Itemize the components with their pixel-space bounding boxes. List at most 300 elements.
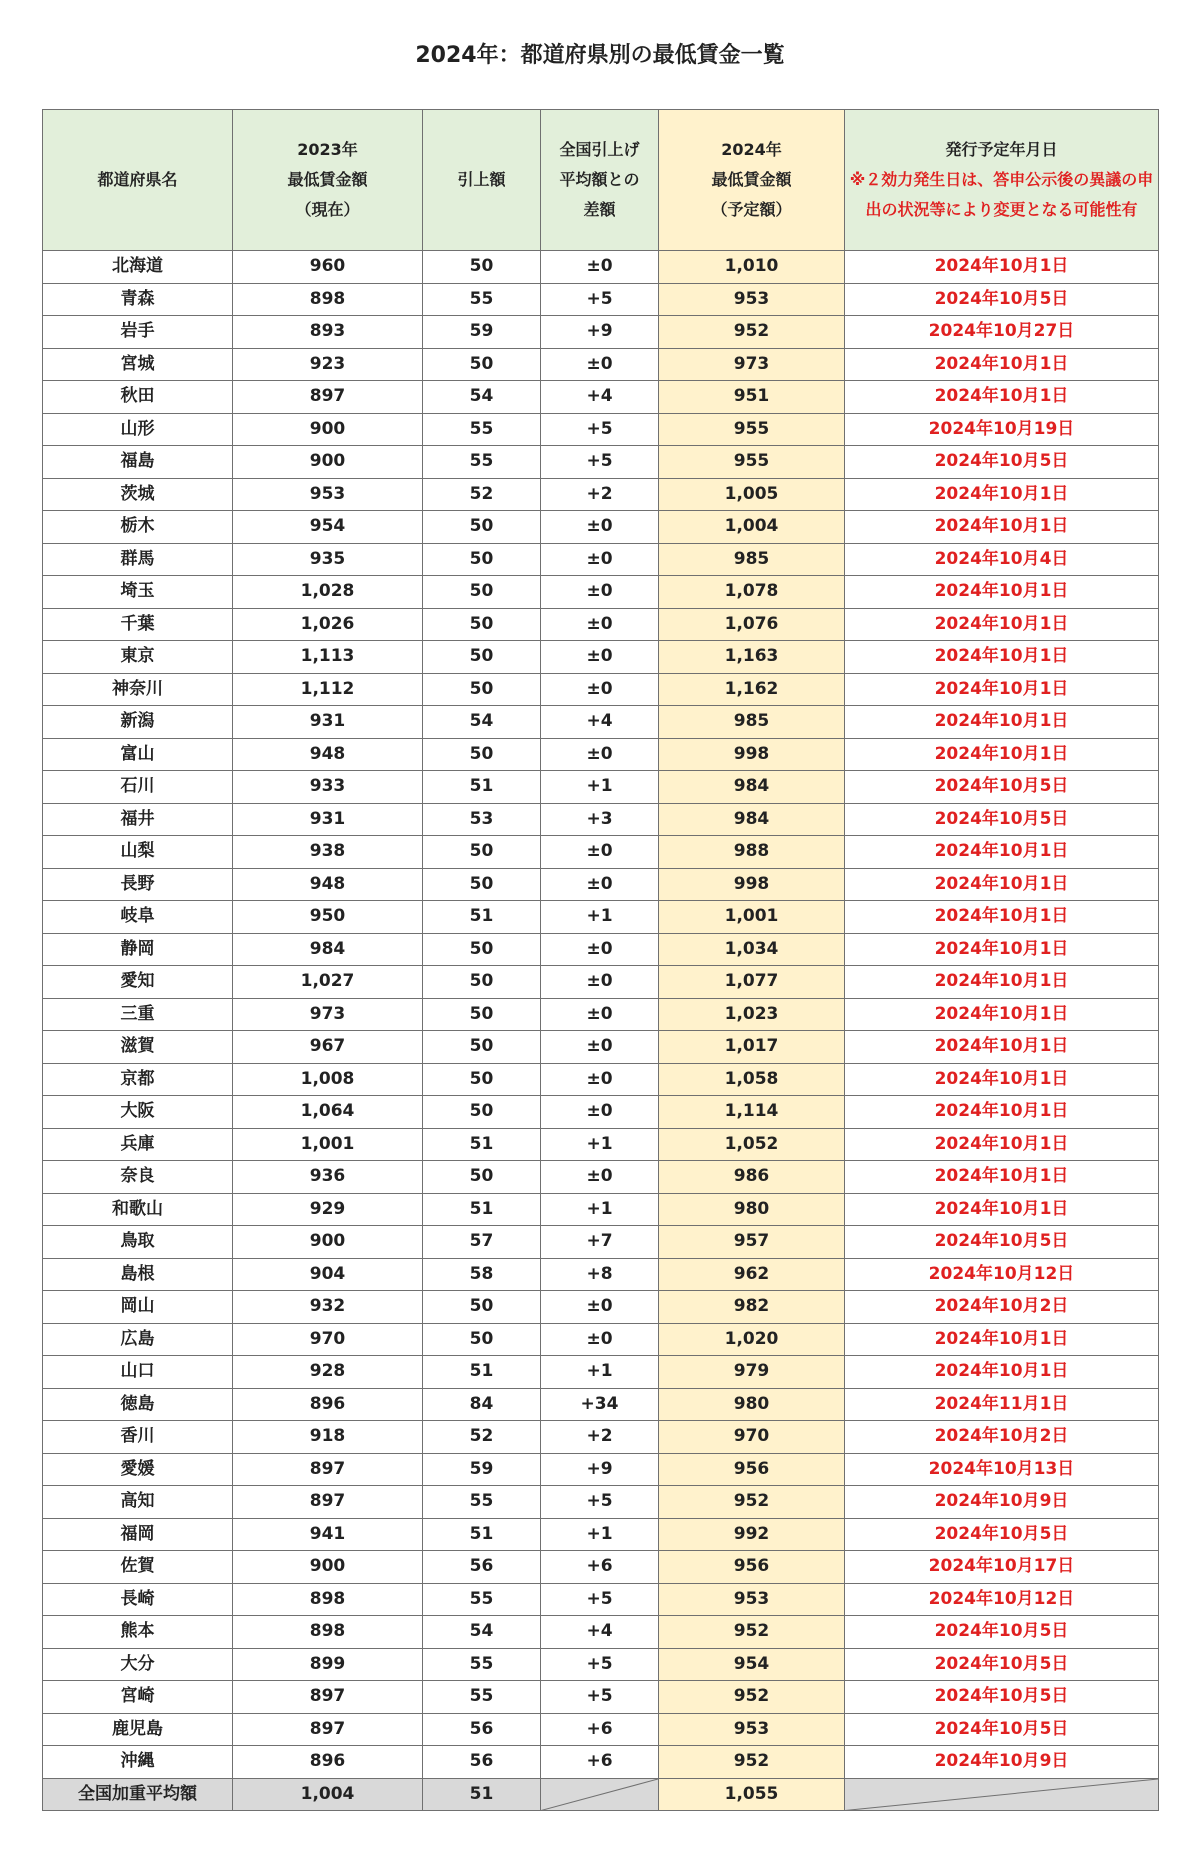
diff-cell: +8 — [541, 1258, 659, 1291]
diff-cell: +1 — [541, 771, 659, 804]
prefecture-cell: 長野 — [43, 868, 233, 901]
wage-2024-cell: 954 — [659, 1648, 845, 1681]
effective-date-cell: 2024年10月5日 — [845, 446, 1159, 479]
raise-cell: 50 — [423, 673, 541, 706]
raise-cell: 50 — [423, 511, 541, 544]
effective-date-cell: 2024年10月5日 — [845, 771, 1159, 804]
diff-cell: ±0 — [541, 868, 659, 901]
table-row — [43, 641, 1159, 674]
average-row — [43, 1778, 1159, 1811]
prefecture-cell: 福島 — [43, 446, 233, 479]
raise-cell: 55 — [423, 1681, 541, 1714]
diff-cell: ±0 — [541, 576, 659, 609]
table-row — [43, 1031, 1159, 1064]
wage-2024-cell: 952 — [659, 1681, 845, 1714]
effective-date-cell: 2024年10月5日 — [845, 1616, 1159, 1649]
diff-cell: ±0 — [541, 543, 659, 576]
wage-2023-cell: 1,064 — [233, 1096, 423, 1129]
effective-date-cell: 2024年10月1日 — [845, 868, 1159, 901]
diff-cell: +7 — [541, 1226, 659, 1259]
wage-2024-cell: 985 — [659, 706, 845, 739]
wage-2023-cell: 900 — [233, 1551, 423, 1584]
header-wage-2024-line3: （予定額） — [711, 200, 792, 219]
wage-2023-cell: 960 — [233, 251, 423, 284]
wage-2023-cell: 1,008 — [233, 1063, 423, 1096]
prefecture-cell: 高知 — [43, 1486, 233, 1519]
table-row — [43, 1193, 1159, 1226]
wage-2023-cell: 970 — [233, 1323, 423, 1356]
effective-date-cell: 2024年10月1日 — [845, 251, 1159, 284]
header-wage-2024-line2: 最低賃金額 — [711, 170, 792, 189]
raise-cell: 50 — [423, 1063, 541, 1096]
effective-date-cell: 2024年10月17日 — [845, 1551, 1159, 1584]
raise-cell: 50 — [423, 1323, 541, 1356]
prefecture-cell: 岡山 — [43, 1291, 233, 1324]
wage-2023-cell: 967 — [233, 1031, 423, 1064]
prefecture-cell: 神奈川 — [43, 673, 233, 706]
wage-2023-cell: 948 — [233, 868, 423, 901]
wage-2024-cell: 952 — [659, 1486, 845, 1519]
table-row — [43, 868, 1159, 901]
wage-2023-cell: 923 — [233, 348, 423, 381]
prefecture-cell: 鹿児島 — [43, 1713, 233, 1746]
raise-cell: 50 — [423, 868, 541, 901]
wage-2023-cell: 897 — [233, 1713, 423, 1746]
raise-cell: 56 — [423, 1713, 541, 1746]
prefecture-cell: 茨城 — [43, 478, 233, 511]
table-row — [43, 283, 1159, 316]
prefecture-cell: 和歌山 — [43, 1193, 233, 1226]
raise-cell: 56 — [423, 1746, 541, 1779]
wage-2024-cell: 973 — [659, 348, 845, 381]
wage-2024-cell: 1,052 — [659, 1128, 845, 1161]
prefecture-cell: 奈良 — [43, 1161, 233, 1194]
prefecture-cell: 岩手 — [43, 316, 233, 349]
header-wage-2023-line1: 2023年 — [297, 140, 358, 159]
raise-cell: 50 — [423, 608, 541, 641]
diff-cell: +5 — [541, 413, 659, 446]
diff-cell: +2 — [541, 1421, 659, 1454]
table-row — [43, 608, 1159, 641]
diff-cell: ±0 — [541, 348, 659, 381]
effective-date-cell: 2024年10月1日 — [845, 381, 1159, 414]
table-row — [43, 1518, 1159, 1551]
diff-cell: ±0 — [541, 1031, 659, 1064]
wage-2024-cell: 1,163 — [659, 641, 845, 674]
table-row — [43, 1388, 1159, 1421]
wage-2024-cell: 998 — [659, 868, 845, 901]
diff-cell: ±0 — [541, 1096, 659, 1129]
diff-cell: +34 — [541, 1388, 659, 1421]
diff-cell: +4 — [541, 706, 659, 739]
table-row — [43, 1746, 1159, 1779]
diagonal-slash — [541, 1779, 658, 1811]
diff-cell: +1 — [541, 901, 659, 934]
wage-2024-cell: 986 — [659, 1161, 845, 1194]
effective-date-cell: 2024年10月5日 — [845, 803, 1159, 836]
effective-date-cell: 2024年10月5日 — [845, 1681, 1159, 1714]
diff-cell: +2 — [541, 478, 659, 511]
table-row — [43, 348, 1159, 381]
wage-2023-cell: 1,026 — [233, 608, 423, 641]
table-row — [43, 771, 1159, 804]
effective-date-cell: 2024年10月2日 — [845, 1421, 1159, 1454]
wage-2024-cell: 1,034 — [659, 933, 845, 966]
wage-2024-cell: 1,078 — [659, 576, 845, 609]
wage-2024-cell: 970 — [659, 1421, 845, 1454]
effective-date-cell: 2024年10月1日 — [845, 966, 1159, 999]
raise-cell: 50 — [423, 738, 541, 771]
wage-2023-cell: 897 — [233, 1453, 423, 1486]
prefecture-cell: 山口 — [43, 1356, 233, 1389]
effective-date-cell: 2024年10月1日 — [845, 673, 1159, 706]
raise-cell: 52 — [423, 1421, 541, 1454]
wage-2024-cell: 1,023 — [659, 998, 845, 1031]
table-row — [43, 413, 1159, 446]
effective-date-cell: 2024年10月1日 — [845, 1063, 1159, 1096]
average-date-empty — [845, 1778, 1159, 1811]
page-title: 2024年：都道府県別の最低賃金一覧 — [415, 43, 785, 68]
wage-2024-cell: 1,058 — [659, 1063, 845, 1096]
diff-cell: ±0 — [541, 511, 659, 544]
prefecture-cell: 島根 — [43, 1258, 233, 1291]
table-row — [43, 738, 1159, 771]
raise-cell: 51 — [423, 1193, 541, 1226]
wage-2023-cell: 938 — [233, 836, 423, 869]
diff-cell: +5 — [541, 1486, 659, 1519]
effective-date-cell: 2024年10月27日 — [845, 316, 1159, 349]
wage-2023-cell: 933 — [233, 771, 423, 804]
diff-cell: +5 — [541, 1583, 659, 1616]
effective-date-cell: 2024年10月5日 — [845, 1518, 1159, 1551]
table-row — [43, 1258, 1159, 1291]
prefecture-cell: 東京 — [43, 641, 233, 674]
raise-cell: 55 — [423, 413, 541, 446]
wage-2023-cell: 1,001 — [233, 1128, 423, 1161]
header-wage-2023-line2: 最低賃金額 — [287, 170, 368, 189]
wage-2024-cell: 1,010 — [659, 251, 845, 284]
prefecture-cell: 埼玉 — [43, 576, 233, 609]
prefecture-cell: 三重 — [43, 998, 233, 1031]
raise-cell: 50 — [423, 348, 541, 381]
minimum-wage-table — [42, 109, 1159, 1811]
effective-date-cell: 2024年10月12日 — [845, 1258, 1159, 1291]
raise-cell: 50 — [423, 1096, 541, 1129]
raise-cell: 50 — [423, 576, 541, 609]
effective-date-cell: 2024年10月1日 — [845, 1323, 1159, 1356]
table-row — [43, 446, 1159, 479]
wage-2023-cell: 898 — [233, 1583, 423, 1616]
diff-cell: ±0 — [541, 641, 659, 674]
raise-cell: 50 — [423, 966, 541, 999]
wage-2024-cell: 1,162 — [659, 673, 845, 706]
wage-2023-cell: 928 — [233, 1356, 423, 1389]
prefecture-cell: 秋田 — [43, 381, 233, 414]
raise-cell: 50 — [423, 998, 541, 1031]
diff-cell: +1 — [541, 1518, 659, 1551]
prefecture-cell: 青森 — [43, 283, 233, 316]
raise-cell: 50 — [423, 1291, 541, 1324]
raise-cell: 59 — [423, 1453, 541, 1486]
prefecture-cell: 宮崎 — [43, 1681, 233, 1714]
effective-date-cell: 2024年10月1日 — [845, 706, 1159, 739]
wage-2024-cell: 962 — [659, 1258, 845, 1291]
wage-2024-cell: 982 — [659, 1291, 845, 1324]
effective-date-cell: 2024年10月1日 — [845, 933, 1159, 966]
wage-2023-cell: 900 — [233, 1226, 423, 1259]
raise-cell: 57 — [423, 1226, 541, 1259]
prefecture-cell: 熊本 — [43, 1616, 233, 1649]
table-row — [43, 1486, 1159, 1519]
raise-cell: 50 — [423, 933, 541, 966]
prefecture-cell: 長崎 — [43, 1583, 233, 1616]
diff-cell: ±0 — [541, 836, 659, 869]
effective-date-cell: 2024年10月1日 — [845, 478, 1159, 511]
wage-2024-cell: 952 — [659, 1746, 845, 1779]
effective-date-cell: 2024年11月1日 — [845, 1388, 1159, 1421]
effective-date-cell: 2024年10月2日 — [845, 1291, 1159, 1324]
header-date-title: 発行予定年月日 — [945, 140, 1058, 159]
wage-2023-cell: 984 — [233, 933, 423, 966]
header-diff-line3: 差額 — [583, 200, 616, 219]
wage-2023-cell: 1,113 — [233, 641, 423, 674]
effective-date-cell: 2024年10月1日 — [845, 576, 1159, 609]
prefecture-cell: 群馬 — [43, 543, 233, 576]
wage-2023-cell: 953 — [233, 478, 423, 511]
diff-cell: ±0 — [541, 1291, 659, 1324]
wage-2023-cell: 936 — [233, 1161, 423, 1194]
prefecture-cell: 滋賀 — [43, 1031, 233, 1064]
table-row — [43, 1648, 1159, 1681]
table-row — [43, 673, 1159, 706]
wage-2023-cell: 935 — [233, 543, 423, 576]
prefecture-cell: 千葉 — [43, 608, 233, 641]
table-row — [43, 1226, 1159, 1259]
raise-cell: 50 — [423, 836, 541, 869]
diff-cell: ±0 — [541, 673, 659, 706]
prefecture-cell: 山梨 — [43, 836, 233, 869]
wage-2023-cell: 897 — [233, 381, 423, 414]
wage-2024-cell: 1,017 — [659, 1031, 845, 1064]
table-row — [43, 1713, 1159, 1746]
diff-cell: ±0 — [541, 933, 659, 966]
table-row — [43, 1583, 1159, 1616]
diff-cell: +6 — [541, 1713, 659, 1746]
prefecture-cell: 山形 — [43, 413, 233, 446]
diff-cell: ±0 — [541, 251, 659, 284]
wage-2024-cell: 953 — [659, 1713, 845, 1746]
header-diff-line1: 全国引上げ — [559, 140, 640, 159]
effective-date-cell: 2024年10月19日 — [845, 413, 1159, 446]
effective-date-cell: 2024年10月1日 — [845, 348, 1159, 381]
raise-cell: 56 — [423, 1551, 541, 1584]
wage-2024-cell: 980 — [659, 1193, 845, 1226]
effective-date-cell: 2024年10月1日 — [845, 1096, 1159, 1129]
table-row — [43, 1681, 1159, 1714]
effective-date-cell: 2024年10月5日 — [845, 1226, 1159, 1259]
table-row — [43, 1063, 1159, 1096]
table-row — [43, 933, 1159, 966]
raise-cell: 54 — [423, 381, 541, 414]
effective-date-cell: 2024年10月9日 — [845, 1486, 1159, 1519]
diff-cell: ±0 — [541, 1323, 659, 1356]
table-row — [43, 316, 1159, 349]
raise-cell: 55 — [423, 1583, 541, 1616]
raise-cell: 53 — [423, 803, 541, 836]
table-row — [43, 478, 1159, 511]
prefecture-cell: 愛知 — [43, 966, 233, 999]
wage-2024-cell: 1,114 — [659, 1096, 845, 1129]
raise-cell: 51 — [423, 771, 541, 804]
wage-2024-cell: 955 — [659, 413, 845, 446]
table-row — [43, 1356, 1159, 1389]
wage-2023-cell: 898 — [233, 283, 423, 316]
diff-cell: +4 — [541, 381, 659, 414]
raise-cell: 55 — [423, 1648, 541, 1681]
prefecture-cell: 京都 — [43, 1063, 233, 1096]
wage-2023-cell: 897 — [233, 1681, 423, 1714]
header-raise: 引上額 — [423, 110, 541, 251]
effective-date-cell: 2024年10月1日 — [845, 836, 1159, 869]
diff-cell: +6 — [541, 1746, 659, 1779]
diff-cell: ±0 — [541, 608, 659, 641]
diff-cell: +1 — [541, 1356, 659, 1389]
prefecture-cell: 広島 — [43, 1323, 233, 1356]
wage-2023-cell: 893 — [233, 316, 423, 349]
wage-2024-cell: 955 — [659, 446, 845, 479]
average-diff-empty — [541, 1778, 659, 1811]
raise-cell: 55 — [423, 283, 541, 316]
wage-2024-cell: 998 — [659, 738, 845, 771]
header-diff-line2: 平均額との — [559, 170, 640, 189]
raise-cell: 50 — [423, 543, 541, 576]
effective-date-cell: 2024年10月1日 — [845, 1031, 1159, 1064]
wage-2023-cell: 954 — [233, 511, 423, 544]
effective-date-cell: 2024年10月1日 — [845, 608, 1159, 641]
effective-date-cell: 2024年10月9日 — [845, 1746, 1159, 1779]
diff-cell: +9 — [541, 1453, 659, 1486]
diff-cell: +1 — [541, 1193, 659, 1226]
table-row — [43, 543, 1159, 576]
wage-2023-cell: 973 — [233, 998, 423, 1031]
wage-2024-cell: 988 — [659, 836, 845, 869]
wage-2023-cell: 900 — [233, 446, 423, 479]
wage-2023-cell: 904 — [233, 1258, 423, 1291]
wage-2024-cell: 953 — [659, 283, 845, 316]
effective-date-cell: 2024年10月5日 — [845, 1713, 1159, 1746]
diff-cell: +5 — [541, 446, 659, 479]
diff-cell: ±0 — [541, 998, 659, 1031]
prefecture-cell: 兵庫 — [43, 1128, 233, 1161]
effective-date-cell: 2024年10月1日 — [845, 901, 1159, 934]
raise-cell: 50 — [423, 251, 541, 284]
table-row — [43, 1616, 1159, 1649]
raise-cell: 55 — [423, 446, 541, 479]
prefecture-cell: 北海道 — [43, 251, 233, 284]
wage-2024-cell: 1,076 — [659, 608, 845, 641]
wage-2024-cell: 952 — [659, 1616, 845, 1649]
table-row — [43, 1453, 1159, 1486]
raise-cell: 55 — [423, 1486, 541, 1519]
prefecture-cell: 宮城 — [43, 348, 233, 381]
raise-cell: 52 — [423, 478, 541, 511]
wage-2023-cell: 1,027 — [233, 966, 423, 999]
effective-date-cell: 2024年10月1日 — [845, 1356, 1159, 1389]
header-prefecture: 都道府県名 — [43, 110, 233, 251]
table-row — [43, 1323, 1159, 1356]
wage-2024-cell: 951 — [659, 381, 845, 414]
wage-2024-cell: 979 — [659, 1356, 845, 1389]
wage-2023-cell: 931 — [233, 706, 423, 739]
header-effective-date — [845, 110, 1159, 251]
prefecture-cell: 栃木 — [43, 511, 233, 544]
wage-2024-cell: 1,001 — [659, 901, 845, 934]
diff-cell: +9 — [541, 316, 659, 349]
effective-date-cell: 2024年10月1日 — [845, 1128, 1159, 1161]
wage-2023-cell: 897 — [233, 1486, 423, 1519]
effective-date-cell: 2024年10月1日 — [845, 641, 1159, 674]
effective-date-cell: 2024年10月4日 — [845, 543, 1159, 576]
prefecture-cell: 徳島 — [43, 1388, 233, 1421]
wage-2024-cell: 953 — [659, 1583, 845, 1616]
wage-2024-cell: 956 — [659, 1453, 845, 1486]
diff-cell: +1 — [541, 1128, 659, 1161]
prefecture-cell: 佐賀 — [43, 1551, 233, 1584]
table-row — [43, 511, 1159, 544]
header-date-note: ※２効力発生日は、答申公示後の異議の申出の状況等により変更となる可能性有 — [849, 170, 1154, 219]
effective-date-cell: 2024年10月1日 — [845, 1161, 1159, 1194]
average-label: 全国加重平均額 — [43, 1778, 233, 1811]
raise-cell: 58 — [423, 1258, 541, 1291]
raise-cell: 51 — [423, 901, 541, 934]
wage-2024-cell: 984 — [659, 771, 845, 804]
prefecture-cell: 沖縄 — [43, 1746, 233, 1779]
table-row — [43, 381, 1159, 414]
wage-2024-cell: 1,020 — [659, 1323, 845, 1356]
wage-2023-cell: 900 — [233, 413, 423, 446]
table-row — [43, 1291, 1159, 1324]
wage-2024-cell: 956 — [659, 1551, 845, 1584]
average-wage-2023: 1,004 — [233, 1778, 423, 1811]
table-body — [43, 251, 1159, 1779]
wage-2024-cell: 985 — [659, 543, 845, 576]
diff-cell: ±0 — [541, 966, 659, 999]
header-wage-2023 — [233, 110, 423, 251]
wage-2024-cell: 984 — [659, 803, 845, 836]
table-row — [43, 901, 1159, 934]
prefecture-cell: 新潟 — [43, 706, 233, 739]
table-row — [43, 576, 1159, 609]
effective-date-cell: 2024年10月1日 — [845, 998, 1159, 1031]
wage-2023-cell: 918 — [233, 1421, 423, 1454]
raise-cell: 59 — [423, 316, 541, 349]
average-raise: 51 — [423, 1778, 541, 1811]
wage-2023-cell: 898 — [233, 1616, 423, 1649]
raise-cell: 54 — [423, 706, 541, 739]
wage-2023-cell: 932 — [233, 1291, 423, 1324]
prefecture-cell: 鳥取 — [43, 1226, 233, 1259]
prefecture-cell: 石川 — [43, 771, 233, 804]
prefecture-cell: 福井 — [43, 803, 233, 836]
prefecture-cell: 大分 — [43, 1648, 233, 1681]
wage-2023-cell: 899 — [233, 1648, 423, 1681]
diff-cell: +6 — [541, 1551, 659, 1584]
raise-cell: 50 — [423, 641, 541, 674]
effective-date-cell: 2024年10月1日 — [845, 738, 1159, 771]
diff-cell: +4 — [541, 1616, 659, 1649]
raise-cell: 51 — [423, 1356, 541, 1389]
wage-2024-cell: 1,077 — [659, 966, 845, 999]
